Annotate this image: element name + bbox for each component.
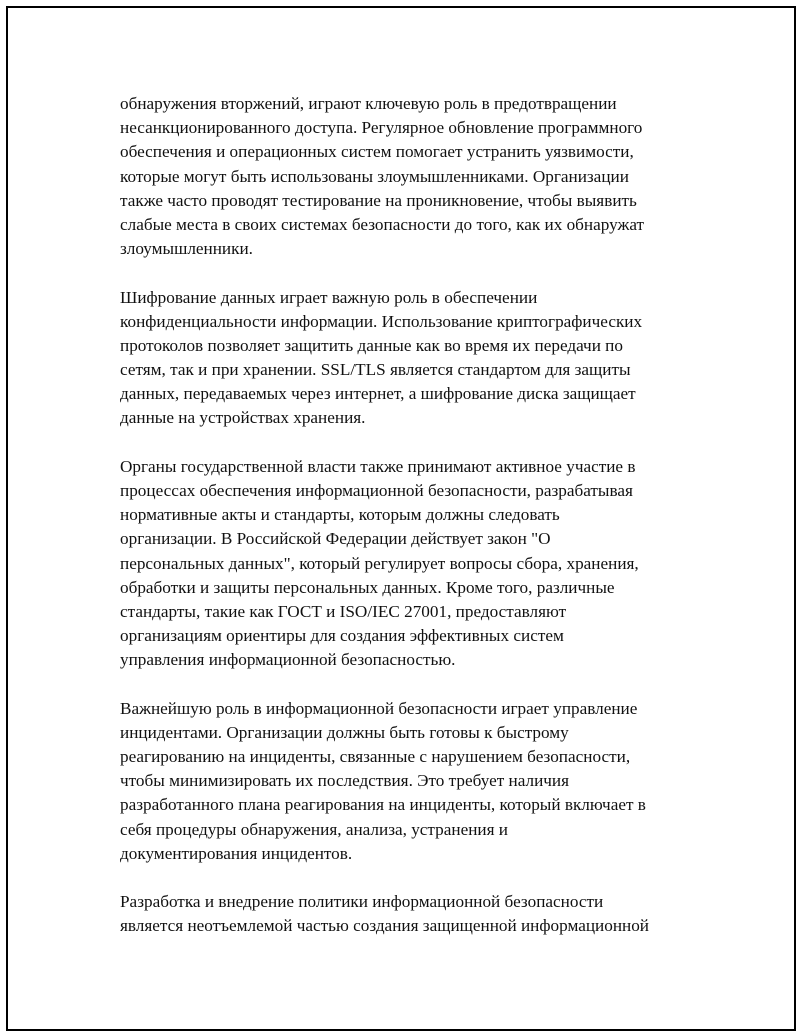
text-line: разработанного плана реагирования на инциденты, который включает в: [120, 795, 646, 815]
text-line: организации. В Российской Федерации действует закон "О: [120, 529, 551, 549]
paragraph-intrusion-detection: [120, 92, 700, 261]
text-line: стандарты, такие как ГОСТ и ISO/IEC 27001, предоставляют: [120, 601, 567, 621]
text-line: протоколов позволяет защитить данные как во время их передачи по: [120, 335, 623, 355]
text-line: данные на устройствах хранения.: [120, 408, 366, 428]
paragraph-government: [120, 455, 700, 673]
text-line: Важнейшую роль в информационной безопасности играет управление: [120, 698, 638, 718]
text-line: также часто проводят тестирование на проникновение, чтобы выявить: [120, 190, 637, 210]
paragraph-security-policy: [120, 890, 700, 938]
text-line: является неотъемлемой частью создания защищенной информационной: [120, 916, 650, 936]
text-line: Шифрование данных играет важную роль в обеспечении: [120, 287, 538, 307]
text-line: документирования инцидентов.: [120, 843, 353, 863]
text-line: обеспечения и операционных систем помогает устранить уязвимости,: [120, 142, 634, 162]
document-body: [120, 92, 700, 963]
text-line: реагированию на инциденты, связанные с нарушением безопасности,: [120, 747, 631, 767]
text-line: Разработка и внедрение политики информационной безопасности: [120, 892, 604, 912]
text-line: данных, передаваемых через интернет, а шифрование диска защищает: [120, 384, 636, 404]
text-line: Органы государственной власти также принимают активное участие в: [120, 456, 636, 476]
text-line: чтобы минимизировать их последствия. Это требует наличия: [120, 771, 570, 791]
text-line: конфиденциальности информации. Использование криптографических: [120, 311, 643, 331]
text-line: обнаружения вторжений, играют ключевую роль в предотвращении: [120, 94, 617, 113]
text-line: персональных данных", который регулирует вопросы сбора, хранения,: [120, 553, 639, 573]
text-line: несанкционированного доступа. Регулярное обновление программного: [120, 118, 643, 138]
text-line: нормативные акты и стандарты, которым должны следовать: [120, 505, 560, 525]
text-line: обработки и защиты персональных данных. Кроме того, различные: [120, 577, 615, 597]
text-line: себя процедуры обнаружения, анализа, устранения и: [120, 819, 509, 839]
text-line: сетям, так и при хранении. SSL/TLS является стандартом для защиты: [120, 360, 631, 380]
text-line: организациям ориентиры для создания эффективных систем: [120, 626, 564, 646]
text-line: управления информационной безопасностью.: [120, 650, 456, 670]
text-line: инцидентами. Организации должны быть готовы к быстрому: [120, 722, 569, 742]
text-line: которые могут быть использованы злоумышленниками. Организации: [120, 166, 629, 186]
text-line: процессах обеспечения информационной безопасности, разрабатывая: [120, 481, 633, 500]
document-page: [6, 6, 796, 1031]
paragraph-incident-management: [120, 697, 700, 866]
text-line: слабые места в своих системах безопасности до того, как их обнаружат: [120, 214, 645, 234]
text-line: злоумышленники.: [120, 239, 253, 259]
paragraph-encryption: [120, 286, 700, 431]
